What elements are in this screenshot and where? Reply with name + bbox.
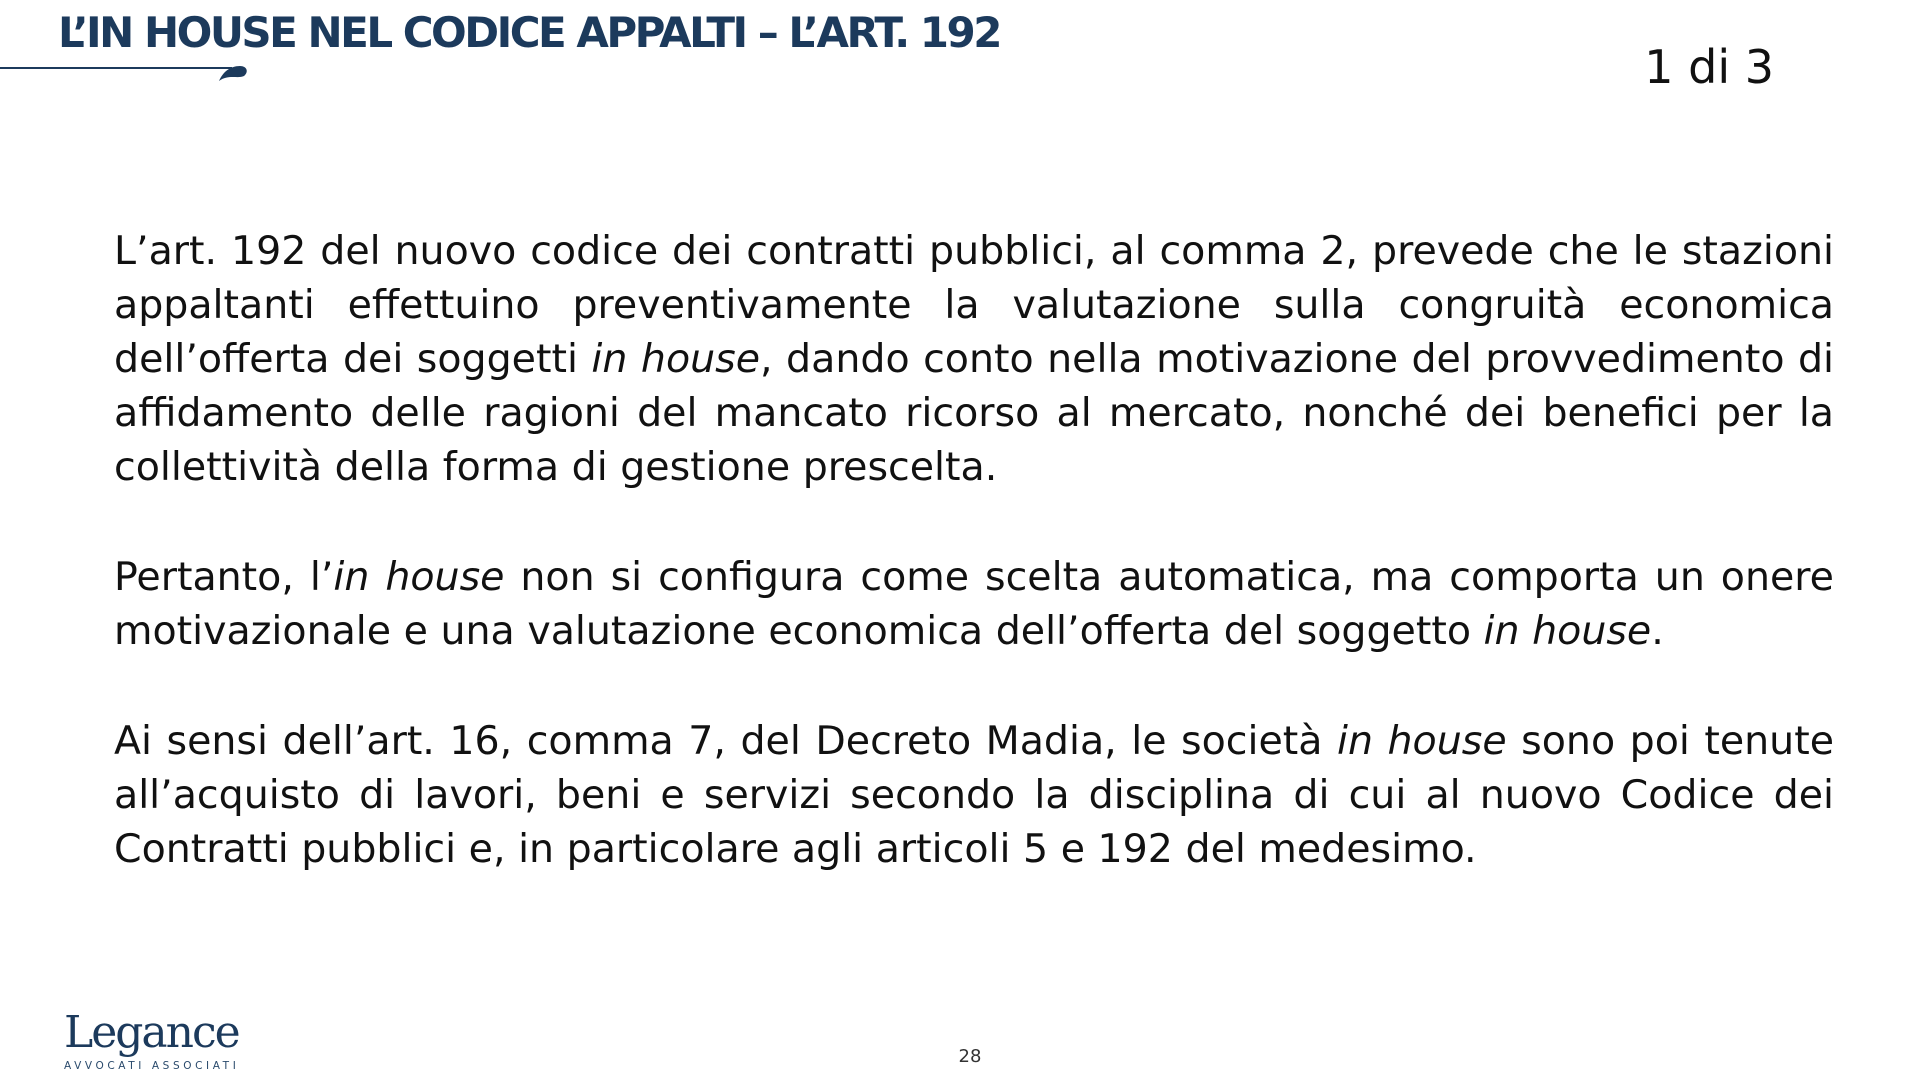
paragraph-text: Pertanto, l’ [114, 554, 334, 600]
paragraph-onere-motivazionale [114, 550, 1834, 658]
paragraph-art-192 [114, 224, 1834, 494]
paragraph-decreto-madia [114, 714, 1834, 876]
slide-title: L’IN HOUSE NEL CODICE APPALTI – L’ART. 192 [58, 8, 1000, 57]
page-indicator: 1 di 3 [1644, 40, 1774, 94]
title-underline-decoration [0, 58, 250, 88]
logo-subtitle: AVVOCATI ASSOCIATI [64, 1060, 240, 1072]
body-text [114, 224, 1834, 932]
italic-term: in house [591, 336, 761, 382]
italic-term: in house [333, 554, 505, 600]
paragraph-text: sono poi tenute all’acquisto di lavori, beni e servizi secondo la disciplina di cui al nuovo Codice dei Contratti pubblici e, in particolare agli articoli 5 e 192 del medesimo. [114, 718, 1834, 872]
paragraph-text: non si configura come scelta automatica, ma comporta un onere motivazionale e una valutazione economica dell’offerta del soggetto [114, 554, 1834, 654]
logo-name: Legance [64, 1007, 239, 1058]
paragraph-text: . [1651, 608, 1664, 654]
paragraph-text: L’art. 192 del nuovo codice dei contratti pubblici, al comma 2, prevede che le stazioni appaltanti effettuino preventivamente la valutazione sulla congruità economica dell’offerta dei soggetti [114, 228, 1834, 382]
page-number: 28 [958, 1046, 982, 1067]
paragraph-text: , dando conto nella motivazione del provvedimento di affidamento delle ragioni del mancato ricorso al mercato, nonché dei benefici per la collettività della forma di gestione prescelta. [114, 336, 1835, 490]
italic-term: in house [1336, 718, 1507, 764]
legance-logo [64, 1008, 239, 1072]
italic-term: in house [1483, 608, 1652, 654]
paragraph-text: Ai sensi dell’art. 16, comma 7, del Decreto Madia, le società [114, 718, 1337, 764]
